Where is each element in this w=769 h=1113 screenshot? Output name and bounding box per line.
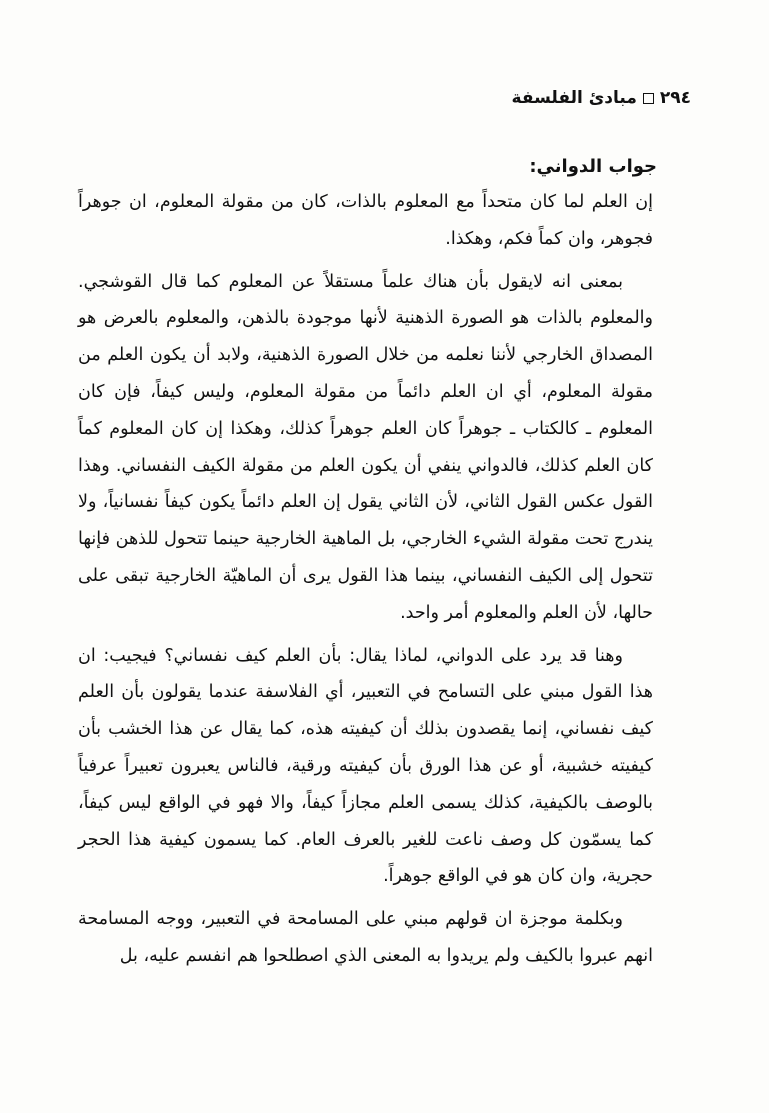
- page-body: [78, 150, 657, 975]
- page-number: ٢٩٤: [659, 88, 691, 108]
- section-title: جواب الدواني:: [529, 156, 657, 177]
- running-header: [512, 88, 691, 108]
- paragraph-2: بمعنى انه لايقول بأن هناك علماً مستقلاً عن المعلوم كما قال القوشجي. والمعلوم بالذات هو الصورة الذهنية لأنها موجودة بالذهن، والمعلوم بالعرض هو المصداق الخارجي لأننا نعلمه من خلال الصورة الذهنية، ولابد أن يكون العلم من مقولة المعلوم، أي ان العلم دائماً من مقولة المعلوم، وليس كيفاً، فإن كان المعلوم ـ كالكتاب ـ جوهراً كان العلم جوهراً كذلك، وهكذا إن كان المعلوم كماً كان العلم كذلك، فالدواني ينفي أن يكون العلم من مقولة الكيف النفساني. وهذا القول عكس القول الثاني، لأن الثاني يقول إن العلم دائماً يكون كيفاً نفسانياً، ولا يندرج تحت مقولة الشيء الخارجي، بل الماهية الخارجية حينما تتحول للذهن فإنها تتحول إلى الكيف النفساني، بينما هذا القول يرى أن الماهيّة الخارجية تبقى على حالها، لأن العلم والمعلوم أمر واحد.: [78, 271, 653, 623]
- header-square-icon: [643, 93, 654, 104]
- paragraph-3: وهنا قد يرد على الدواني، لماذا يقال: بأن العلم كيف نفساني؟ فيجيب: ان هذا القول مبني على التسامح في التعبير، أي الفلاسفة عندما يقولون بأن العلم كيف نفساني، إنما يقصدون بذلك أن كيفيته هذه، كما يقال عن هذا الخشب بأن كيفيته خشبية، أو عن هذا الورق بأن كيفيته ورقية، فالناس يعبرون تعبيراً عرفياً بالوصف بالكيفية، كذلك يسمى العلم مجازاً كيفاً، والا فهو في الواقع ليس كيفاً، كما يسمّون كل وصف ناعت للغير بالعرف العام. كما يسمون كيفية هذا الحجر حجرية، وان كان هو في الواقع جوهراً.: [78, 645, 653, 887]
- paragraph-4: وبكلمة موجزة ان قولهم مبني على المسامحة في التعبير، ووجه المسامحة انهم عبروا بالكيف ولم يريدوا به المعنى الذي اصطلحوا هم انفسم عليه، بل: [78, 909, 653, 966]
- paragraph-1: إن العلم لما كان متحداً مع المعلوم بالذات، كان من مقولة المعلوم، ان جوهراً فجوهر، وان كماً فكم، وهكذا.: [78, 192, 653, 249]
- book-title: مبادئ الفلسفة: [511, 88, 637, 108]
